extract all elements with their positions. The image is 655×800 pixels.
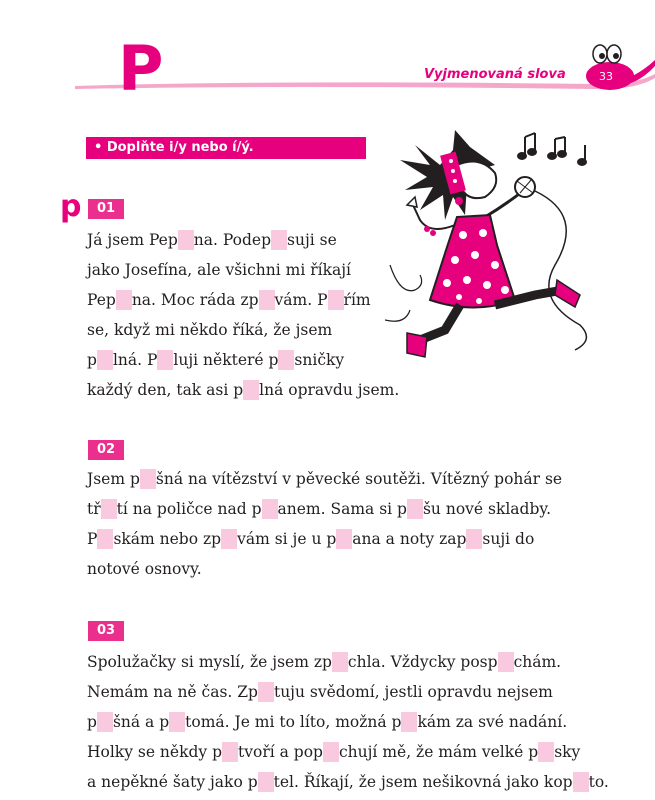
text-segment: chují mě, že mám velké p <box>338 743 539 761</box>
blank-fill-in[interactable] <box>116 290 132 310</box>
text-segment: suji se <box>287 231 337 249</box>
blank-fill-in[interactable] <box>573 772 589 792</box>
blank-fill-in[interactable] <box>243 380 259 400</box>
text-segment: se, když mi někdo říká, že jsem <box>87 321 333 339</box>
text-segment: šná na vítězství v pěvecké soutěži. Vítězný pohár se <box>155 470 563 488</box>
blank-fill-in[interactable] <box>262 499 278 519</box>
text-segment: suji do <box>482 530 535 548</box>
text-segment: ŕím <box>343 291 371 309</box>
blank-fill-in[interactable] <box>178 230 194 250</box>
text-segment: kám za své nadání. <box>417 713 568 731</box>
blank-fill-in[interactable] <box>97 529 113 549</box>
text-line <box>87 737 609 767</box>
exercise-text-03 <box>87 647 609 797</box>
blank-fill-in[interactable] <box>332 652 348 672</box>
text-segment: vám. P <box>274 291 328 309</box>
text-line <box>87 767 609 797</box>
text-segment: tř <box>87 500 101 518</box>
text-segment: šná a p <box>112 713 170 731</box>
text-segment: vám si je u p <box>237 530 337 548</box>
text-segment: jako Josefína, ale všichni mi říkají <box>87 261 351 279</box>
text-segment: Holky se někdy p <box>87 743 223 761</box>
blank-fill-in[interactable] <box>140 469 156 489</box>
exercise-number-02: 02 <box>88 440 124 460</box>
blank-fill-in[interactable] <box>498 652 514 672</box>
exercise-number-03: 03 <box>88 621 124 641</box>
text-line <box>87 464 562 494</box>
blank-fill-in[interactable] <box>222 742 238 762</box>
text-line <box>87 647 609 677</box>
text-segment: Nemám na ně čas. Zp <box>87 683 258 701</box>
text-segment: lná. P <box>112 351 158 369</box>
text-segment: tí na poličce nad p <box>116 500 262 518</box>
blank-fill-in[interactable] <box>157 350 173 370</box>
text-line <box>87 375 399 405</box>
text-line <box>87 494 562 524</box>
exercise-number-01: 01 <box>88 199 124 219</box>
blank-fill-in[interactable] <box>407 499 423 519</box>
blank-fill-in[interactable] <box>97 712 113 732</box>
blank-fill-in[interactable] <box>101 499 117 519</box>
text-segment: tomá. Je mi to líto, možná p <box>185 713 402 731</box>
blank-fill-in[interactable] <box>259 290 275 310</box>
text-segment: na. Moc ráda zp <box>131 291 259 309</box>
eyes-icon <box>580 42 655 94</box>
singing-girl-illustration <box>385 125 600 370</box>
text-segment: Jsem p <box>87 470 140 488</box>
blank-fill-in[interactable] <box>169 712 185 732</box>
text-line <box>87 285 399 315</box>
text-segment: Pep <box>87 291 116 309</box>
text-segment: šu nové skladby. <box>422 500 552 518</box>
text-line <box>87 255 399 285</box>
text-segment: p <box>87 351 97 369</box>
blank-fill-in[interactable] <box>271 230 287 250</box>
page-number: 33 <box>599 70 613 83</box>
chapter-letter: P <box>118 32 164 105</box>
text-line <box>87 677 609 707</box>
text-segment: lná opravdu jsem. <box>259 381 400 399</box>
text-segment: anem. Sama si p <box>277 500 407 518</box>
header-title: Vyjmenovaná slova <box>424 67 566 82</box>
text-segment: p <box>87 713 97 731</box>
text-segment: Já jsem Pep <box>87 231 178 249</box>
text-segment: chla. Vždycky posp <box>347 653 498 671</box>
text-segment: tuju svědomí, jestli opravdu nejsem <box>273 683 553 701</box>
text-segment: sničky <box>294 351 345 369</box>
text-segment: skám nebo zp <box>113 530 222 548</box>
instruction-bar: • Doplňte i/y nebo í/ý. <box>86 137 366 159</box>
text-segment: a nepěkné šaty jako p <box>87 773 258 791</box>
text-segment: každý den, tak asi p <box>87 381 244 399</box>
side-letter: p <box>60 189 82 224</box>
text-segment: tel. Říkají, že jsem nešikovná jako kop <box>273 773 573 791</box>
text-line <box>87 315 399 345</box>
blank-fill-in[interactable] <box>258 772 274 792</box>
exercise-text-02 <box>87 464 562 584</box>
text-segment: notové osnovy. <box>87 560 202 578</box>
blank-fill-in[interactable] <box>278 350 294 370</box>
blank-fill-in[interactable] <box>336 529 352 549</box>
blank-fill-in[interactable] <box>466 529 482 549</box>
text-segment: luji některé p <box>173 351 279 369</box>
music-notes-icon <box>518 133 586 165</box>
text-segment: P <box>87 530 98 548</box>
text-segment: to. <box>588 773 609 791</box>
blank-fill-in[interactable] <box>97 350 113 370</box>
text-line <box>87 225 399 255</box>
exercise-text-01 <box>87 225 399 405</box>
text-segment: Spolužačky si myslí, že jsem zp <box>87 653 332 671</box>
text-segment: na. Podep <box>193 231 272 249</box>
text-line <box>87 345 399 375</box>
blank-fill-in[interactable] <box>401 712 417 732</box>
text-segment: tvoří a pop <box>238 743 323 761</box>
text-line <box>87 554 562 584</box>
text-segment: chám. <box>513 653 562 671</box>
text-segment: ana a noty zap <box>352 530 467 548</box>
text-segment: sky <box>554 743 581 761</box>
blank-fill-in[interactable] <box>323 742 339 762</box>
blank-fill-in[interactable] <box>538 742 554 762</box>
blank-fill-in[interactable] <box>328 290 344 310</box>
text-line <box>87 707 609 737</box>
blank-fill-in[interactable] <box>221 529 237 549</box>
text-line <box>87 524 562 554</box>
blank-fill-in[interactable] <box>258 682 274 702</box>
